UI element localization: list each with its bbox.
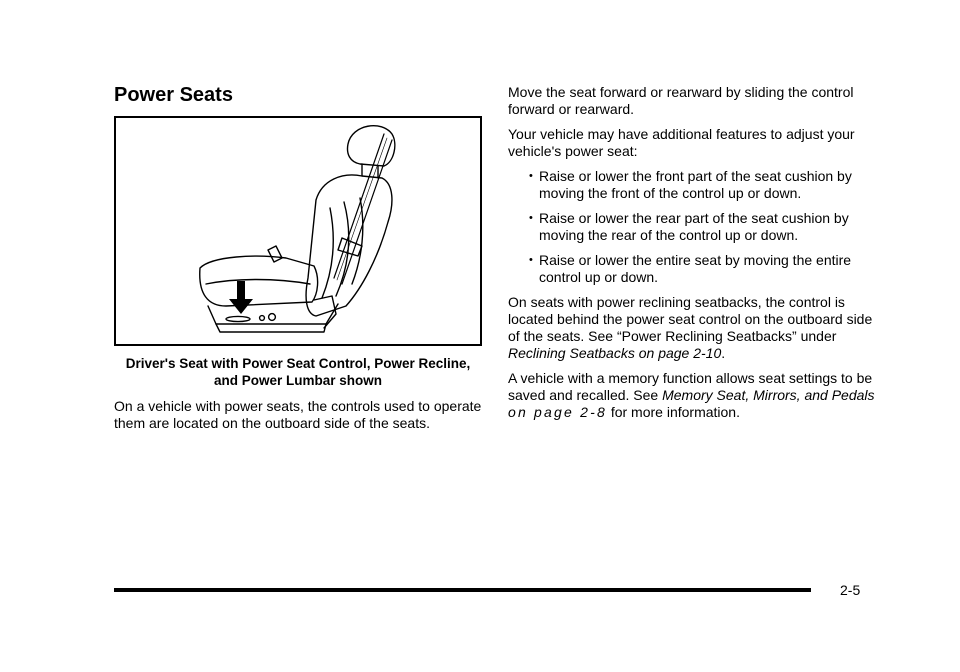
list-item-text: Raise or lower the rear part of the seat cushion by moving the rear of the control up or down.	[539, 210, 849, 243]
list-item	[508, 210, 880, 244]
list-item	[508, 252, 880, 286]
figure-caption: Driver's Seat with Power Seat Control, Power Recline, and Power Lumbar shown	[125, 356, 471, 388]
bullet-icon: •	[529, 170, 533, 182]
list-item-text: Raise or lower the entire seat by moving the entire control up or down.	[539, 252, 852, 285]
reclining-seatbacks-link[interactable]: Reclining Seatbacks on page 2‑10	[508, 345, 722, 361]
body-paragraph-controls-location: On a vehicle with power seats, the controls used to operate them are located on the outboard side of the seats.	[114, 398, 482, 431]
memory-end: for more information.	[606, 404, 740, 420]
list-item	[508, 168, 880, 202]
body-paragraph-forward-rearward: Move the seat forward or rearward by sliding the control forward or rearward.	[508, 84, 854, 117]
body-paragraph-memory	[508, 370, 880, 421]
bullet-icon: •	[529, 212, 533, 224]
power-seat-illustration-icon	[116, 118, 480, 344]
reclining-text: On seats with power reclining seatbacks, the control is located behind the power seat control on the outboard side of the seats. See “Power Reclining Seatbacks” under	[508, 294, 873, 344]
list-item-text: Raise or lower the front part of the seat cushion by moving the front of the control up or down.	[539, 168, 852, 201]
feature-list	[508, 168, 880, 286]
memory-seat-link[interactable]: Memory Seat, Mirrors, and Pedals	[662, 387, 875, 403]
footer-rule	[114, 588, 811, 592]
right-column	[508, 84, 880, 429]
body-paragraph-additional-features: Your vehicle may have additional features to adjust your vehicle's power seat:	[508, 126, 855, 159]
memory-text: A vehicle with a memory function allows seat settings to be saved and recalled. See	[508, 370, 873, 403]
bullet-icon: •	[529, 254, 533, 266]
seat-figure	[114, 116, 482, 346]
reclining-end: .	[721, 345, 726, 361]
body-paragraph-reclining	[508, 294, 880, 362]
memory-seat-link-page[interactable]: on page 2‑8	[508, 404, 607, 420]
page-number: 2-5	[840, 582, 861, 598]
page-title: Power Seats	[114, 84, 233, 106]
